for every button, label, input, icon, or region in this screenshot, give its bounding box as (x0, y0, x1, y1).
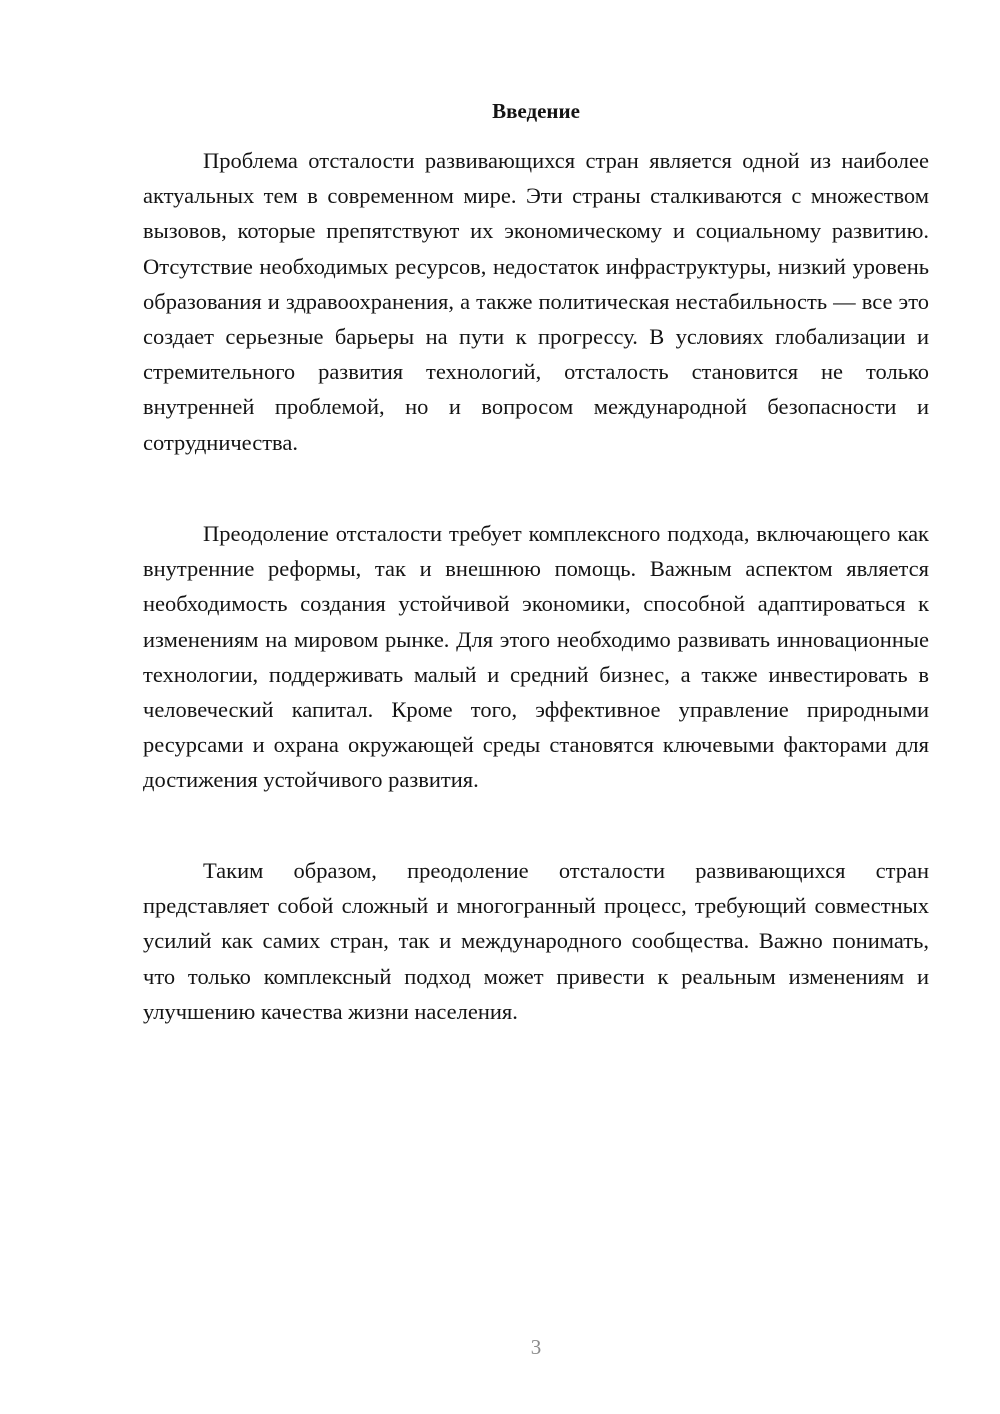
paragraph-1: Проблема отсталости развивающихся стран является одной из наиболее актуальных тем в современном мире. Эти страны сталкиваются с множеством вызовов, которые препятствуют их экономическому и социальному развитию. Отсутствие необходимых ресурсов, недостаток инфраструктуры, низкий уровень образования и здравоохранения, а также политическая нестабильность — все это создает серьезные барьеры на пути к прогрессу. В условиях глобализации и стремительного развития технологий, отсталость становится не только внутренней проблемой, но и вопросом международной безопасности и сотрудничества. (143, 148, 929, 455)
page-number: 3 (530, 1335, 542, 1359)
paragraph-3: Таким образом, преодоление отсталости развивающихся стран представляет собой сложный и многогранный процесс, требующий совместных усилий как самих стран, так и международного сообщества. Важно понимать, что только комплексный подход может привести к реальным изменениям и улучшению качества жизни населения. (143, 858, 929, 1024)
section-heading: Введение (492, 99, 580, 123)
paragraph-2: Преодоление отсталости требует комплексного подхода, включающего как внутренние реформы, так и внешнюю помощь. Важным аспектом является необходимость создания устойчивой экономики, способной адаптироваться к изменениям на мировом рынке. Для этого необходимо развивать инновационные технологии, поддерживать малый и средний бизнес, а также инвестировать в человеческий капитал. Кроме того, эффективное управление природными ресурсами и охрана окружающей среды становятся ключевыми факторами для достижения устойчивого развития. (143, 521, 929, 793)
